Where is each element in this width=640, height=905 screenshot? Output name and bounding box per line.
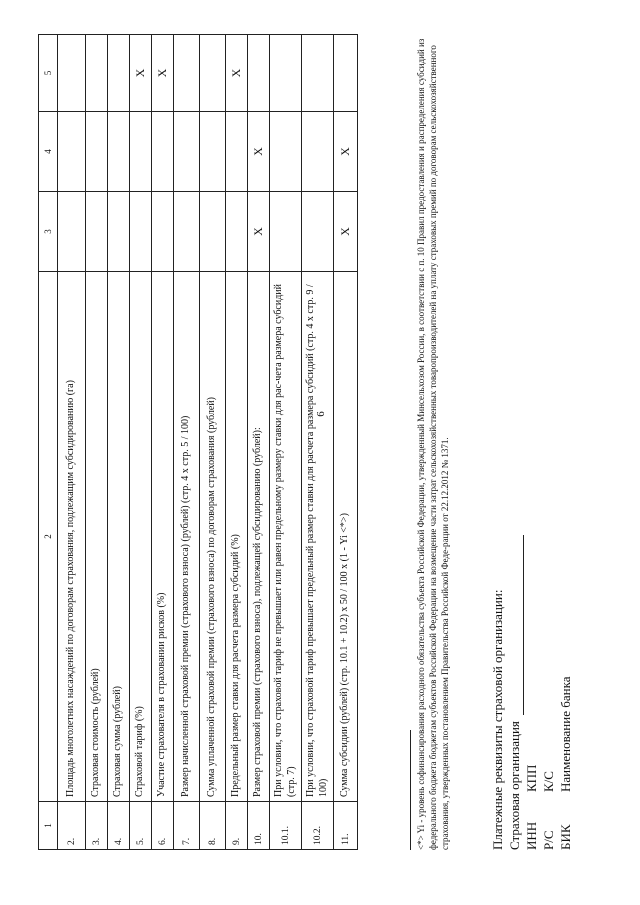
kpp-label: КПП <box>523 764 539 792</box>
cell-col-4 <box>226 112 248 192</box>
row-description: При условии, что страховой тариф не превышает или равен предельному размеру ставки для рас-чета размера субсидий (стр. 7) <box>270 272 302 802</box>
table-row <box>58 35 86 850</box>
row-number: 5. <box>130 802 152 850</box>
cell-col-4: X <box>334 112 358 192</box>
header-col-2: 2 <box>39 272 58 802</box>
row-description: Страховая стоимость (рублей) <box>86 272 108 802</box>
cell-col-5 <box>86 35 108 112</box>
table-row <box>302 35 334 850</box>
table-row <box>248 35 270 850</box>
table-header-row <box>39 35 58 850</box>
payment-requisites <box>490 535 574 850</box>
row-number: 10. <box>248 802 270 850</box>
inn-label: ИНН <box>523 821 539 850</box>
row-number: 11. <box>334 802 358 850</box>
cell-col-5: X <box>152 35 174 112</box>
cell-col-5 <box>58 35 86 112</box>
cell-col-5 <box>270 35 302 112</box>
requisites-title: Платежные реквизиты страховой организации: <box>490 589 505 850</box>
table-row <box>108 35 130 850</box>
row-description: Сумма субсидии (рублей) (стр. 10.1 + 10.2) х 50 / 100 х (1 - Yi <*>) <box>334 272 358 802</box>
cell-col-5 <box>248 35 270 112</box>
row-number: 6. <box>152 802 174 850</box>
row-description: Страховая сумма (рублей) <box>108 272 130 802</box>
cell-col-5 <box>108 35 130 112</box>
row-number: 7. <box>174 802 200 850</box>
header-col-4: 4 <box>39 112 58 192</box>
cell-col-4 <box>130 112 152 192</box>
cell-col-4 <box>302 112 334 192</box>
rs-label: Р/С <box>540 830 556 850</box>
header-col-5: 5 <box>39 35 58 112</box>
table-row <box>130 35 152 850</box>
cell-col-3 <box>302 192 334 272</box>
cell-col-4 <box>174 112 200 192</box>
row-description: Страховой тариф (%) <box>130 272 152 802</box>
table-row <box>226 35 248 850</box>
row-description: Сумма уплаченной страховой премии (страхового взноса) по договорам страхования (рублей) <box>200 272 226 802</box>
subsidy-table <box>38 34 358 850</box>
table-row <box>86 35 108 850</box>
cell-col-4 <box>86 112 108 192</box>
row-description: Участие страхователя в страховании рисков (%) <box>152 272 174 802</box>
row-number: 4. <box>108 802 130 850</box>
ks-label: К/С <box>540 771 556 792</box>
table-row <box>334 35 358 850</box>
row-description: Площадь многолетних насаждений по договорам страхования, подлежащим субсидированию (га) <box>58 272 86 802</box>
row-number: 10.1. <box>270 802 302 850</box>
insurer-label: Страховая организация <box>506 721 522 850</box>
cell-col-5: X <box>130 35 152 112</box>
row-description: Размер начисленной страховой премии (страхового взноса) (рублей) (стр. 4 х стр. 5 / 100) <box>174 272 200 802</box>
table-row <box>152 35 174 850</box>
header-col-3: 3 <box>39 192 58 272</box>
cell-col-4 <box>270 112 302 192</box>
cell-col-4 <box>152 112 174 192</box>
footnote: <*> Yi - уровень софинансирования расходного обязательства субъекта Российской Федерации, утвержденный Минсельхозом России, в соответствии с п. 10 Правил предоставления и распределения субсидий из федерального бюджета бюджетам субъектов Российской Федерации на возмещение части затрат сельскохозяйственных товаропроизводителей на уплату страховых премий по договорам сельскохозяйственного страхования, утвержденных постановлением Правительства Российской Феде-рации от 22.12.2012 № 1371. <box>416 38 451 850</box>
table-row <box>174 35 200 850</box>
row-number: 9. <box>226 802 248 850</box>
cell-col-3 <box>152 192 174 272</box>
cell-col-3 <box>108 192 130 272</box>
row-number: 2. <box>58 802 86 850</box>
cell-col-3: X <box>248 192 270 272</box>
insurer-line <box>507 535 524 715</box>
cell-col-5: X <box>226 35 248 112</box>
cell-col-5 <box>302 35 334 112</box>
cell-col-4 <box>58 112 86 192</box>
rotated-page <box>20 20 620 880</box>
footnote-divider <box>410 730 411 850</box>
bik-label: БИК <box>557 824 573 850</box>
cell-col-4 <box>200 112 226 192</box>
row-description: Размер страховой премии (страхового взноса), подлежащей субсидированию (рублей): <box>248 272 270 802</box>
cell-col-5 <box>200 35 226 112</box>
cell-col-3 <box>58 192 86 272</box>
row-description: При условии, что страховой тариф превышает предельный размер ставки для расчета размера субсидий (стр. 4 х стр. 9 / 100) <box>302 272 334 802</box>
cell-col-3 <box>130 192 152 272</box>
cell-col-3: X <box>334 192 358 272</box>
cell-col-4 <box>108 112 130 192</box>
page-number: 6 <box>314 411 327 417</box>
row-number: 8. <box>200 802 226 850</box>
cell-col-3 <box>270 192 302 272</box>
cell-col-3 <box>226 192 248 272</box>
cell-col-3 <box>174 192 200 272</box>
table-row <box>270 35 302 850</box>
cell-col-3 <box>200 192 226 272</box>
cell-col-5 <box>174 35 200 112</box>
row-number: 10.2. <box>302 802 334 850</box>
cell-col-4: X <box>248 112 270 192</box>
row-description: Предельный размер ставки для расчета размера субсидий (%) <box>226 272 248 802</box>
cell-col-5 <box>334 35 358 112</box>
cell-col-3 <box>86 192 108 272</box>
bank-name-label: Наименование банка <box>557 676 573 792</box>
table-row <box>200 35 226 850</box>
row-number: 3. <box>86 802 108 850</box>
header-col-1: 1 <box>39 802 58 850</box>
